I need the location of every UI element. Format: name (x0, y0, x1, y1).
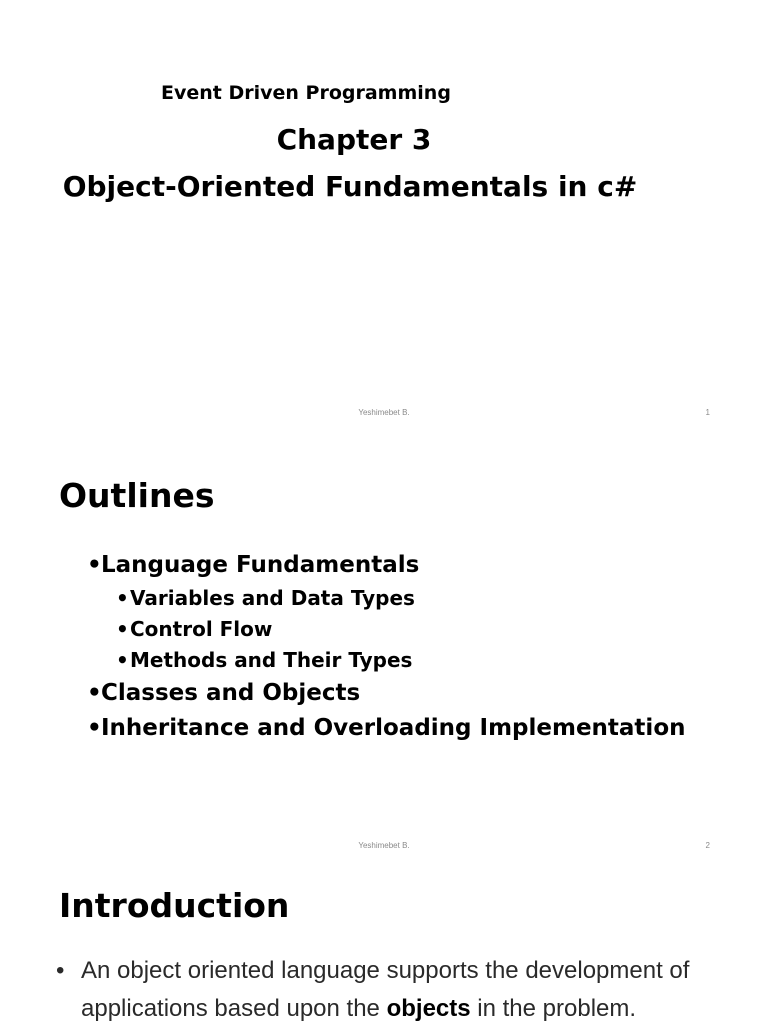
intro-text-part: An object oriented language supports the development of applications based upon the (81, 957, 690, 1022)
outline-item (87, 676, 686, 711)
outline-item-label: Inheritance and Overloading Implementation (101, 715, 686, 741)
chapter-title: Object-Oriented Fundamentals in c# (62, 170, 638, 203)
outline-subitem (116, 583, 686, 614)
outline-subitem (116, 614, 686, 645)
bullet-icon: • (116, 617, 129, 641)
outline-item-label: Classes and Objects (101, 680, 361, 706)
slide-footer: Yeshimebet B. (358, 408, 410, 417)
outline-item-label: Control Flow (130, 617, 273, 641)
slide-number: 1 (705, 408, 710, 417)
intro-text (81, 952, 706, 1024)
outline-item-label: Variables and Data Types (130, 586, 415, 610)
outline-item-label: Language Fundamentals (101, 552, 420, 578)
title-slide (0, 0, 768, 433)
course-name: Event Driven Programming (161, 82, 451, 104)
bullet-icon: • (87, 680, 102, 706)
outline-subitem (116, 645, 686, 676)
slide-heading: Introduction (59, 886, 290, 925)
slide-footer: Yeshimebet B. (358, 841, 410, 850)
outline-slide (0, 433, 768, 866)
intro-emphasis: objects (386, 995, 471, 1022)
outline-list (87, 548, 686, 746)
bullet-icon: • (116, 648, 129, 672)
slide-number: 2 (705, 841, 710, 850)
bullet-icon: • (116, 586, 129, 610)
chapter-number: Chapter 3 (276, 123, 432, 156)
slide-heading: Outlines (59, 476, 215, 515)
outline-item-label: Methods and Their Types (130, 648, 413, 672)
intro-bullet (56, 952, 706, 1024)
outline-item (87, 548, 686, 583)
outline-item (87, 711, 686, 746)
bullet-icon: • (87, 715, 102, 741)
introduction-slide (0, 866, 768, 1024)
bullet-icon: • (87, 552, 102, 578)
intro-text-part: in the problem. (470, 995, 637, 1022)
bullet-icon: • (56, 957, 65, 984)
